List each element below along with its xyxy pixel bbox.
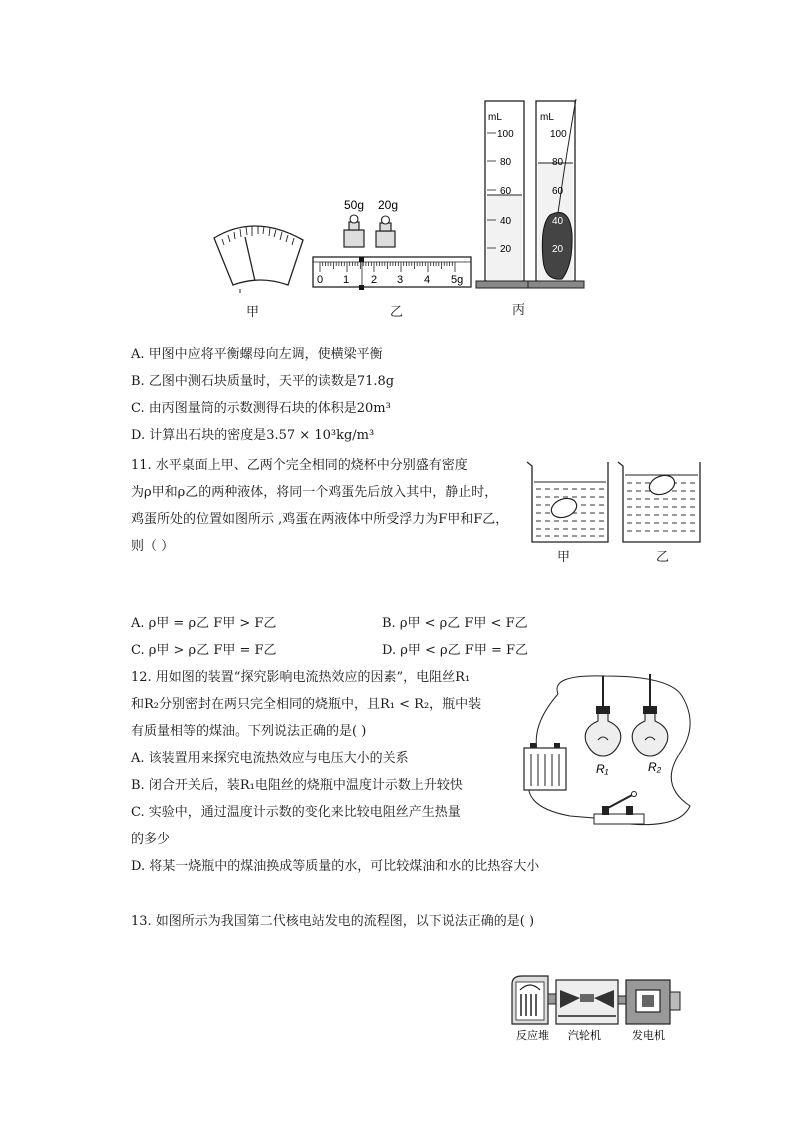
q10-option-c: C. 由丙图量筒的示数测得石块的体积是20m³ [131,401,391,416]
q12-stem-line3: 有质量相等的煤油。下列说法正确的是( ) [131,724,367,739]
figure-balance-set [200,95,600,325]
scale-label-1: 1 [343,274,350,286]
label-reactor: 反应堆 [516,1030,549,1042]
caption-bing: 丙 [512,303,526,318]
q12-option-a: A. 该装置用来探究电流热效应与电压大小的关系 [131,751,409,766]
q11-figure-caption-jia: 甲 [557,550,571,565]
label-generator: 发电机 [632,1030,665,1042]
cylinder-left-80: 80 [500,157,512,168]
cylinder-right-80: 80 [552,157,564,168]
weight-50g [344,215,364,247]
cylinder-left-40: 40 [500,216,512,227]
flask-r1-icon [585,676,621,756]
q11-stem-line3: 鸡蛋所处的位置如图所示 ,鸡蛋在两液体中所受浮力为F甲和F乙， [131,512,509,527]
q12-option-b: B. 闭合开关后，装R₁电阻丝的烧瓶中温度计示数上升较快 [131,778,463,793]
flask-r2-icon [632,674,668,756]
cylinder-left-100: 100 [497,129,514,140]
scale-label-5g: 5g [451,274,464,286]
q12-stem-line2: 和R₂分别密封在两只完全相同的烧瓶中，且R₁ < R₂，瓶中装 [131,697,482,712]
q12-stem-line1: 12. 用如图的装置“探究影响电流热效应的因素”，电阻丝R₁ [131,670,471,685]
cylinder-right-20: 20 [552,244,564,255]
label-r2: R₂ [648,760,662,774]
q12-circuit-figure [510,666,700,834]
cylinder-right-40: 40 [552,216,564,227]
cylinder-with-stone [528,99,584,288]
q11-option-d: D. ρ甲 < ρ乙 F甲 = F乙 [382,643,528,658]
weight-20g [376,216,395,247]
q10-option-a: A. 甲图中应将平衡螺母向左调，使横梁平衡 [131,347,383,362]
q11-option-c: C. ρ甲 > ρ乙 F甲 = F乙 [131,643,277,658]
q11-beakers-figure [522,458,712,548]
switch-icon [594,792,644,825]
weight-50g-label: 50g [344,198,365,212]
q11-stem-line2: 为ρ甲和ρ乙的两种液体，将同一个鸡蛋先后放入其中，静止时， [131,485,498,500]
cylinder-water [476,101,532,288]
reactor-icon [512,976,548,1024]
scale-label-3: 3 [397,274,404,286]
q11-option-a: A. ρ甲 = ρ乙 F甲 > F乙 [131,616,277,631]
scale-label-4: 4 [424,274,431,286]
q10-option-b: B. 乙图中测石块质量时，天平的读数是71.8g [131,374,395,389]
beaker-jia [527,462,608,542]
cylinder-right-60: 60 [552,186,564,197]
scale-label-0: 0 [317,274,324,286]
q11-figure-caption-yi: 乙 [656,550,670,565]
q10-option-d: D. 计算出石块的密度是3.57 × 10³kg/m³ [131,428,375,443]
generator-icon [626,980,680,1024]
battery-icon [524,743,566,790]
label-r1: R₁ [596,762,609,776]
q12-option-c-continued: 的多少 [131,832,171,847]
q11-option-b: B. ρ甲 < ρ乙 F甲 < F乙 [382,616,528,631]
beaker-yi [618,462,700,542]
q12-option-c: C. 实验中，通过温度计示数的变化来比较电阻丝产生热量 [131,805,461,820]
label-turbine: 汽轮机 [568,1030,601,1042]
cylinder-right-100: 100 [550,129,567,140]
q11-stem-line1: 11. 水平桌面上甲、乙两个完全相同的烧杯中分别盛有密度 [131,458,468,473]
cylinder-left-60: 60 [500,186,512,197]
cylinder-left-20: 20 [500,244,512,255]
q11-stem-line4: 则（ ） [131,539,175,554]
caption-jia: 甲 [246,305,260,320]
cylinder-left-unit: mL [488,112,502,123]
turbine-icon [556,980,618,1024]
q13-stem: 13. 如图所示为我国第二代核电站发电的流程图，以下说法正确的是( ) [131,914,535,929]
cylinder-right-unit: mL [540,112,554,123]
scale-ruler [313,257,471,290]
balance-cylinder-figure [200,95,600,325]
weight-20g-label: 20g [378,198,399,212]
q12-option-d: D. 将某一烧瓶中的煤油换成等质量的水，可比较煤油和水的比热容大小 [131,859,540,874]
q13-flowchart-figure [508,972,688,1044]
caption-yi: 乙 [390,305,404,320]
scale-label-2: 2 [371,274,378,286]
balance-dial [214,226,303,293]
